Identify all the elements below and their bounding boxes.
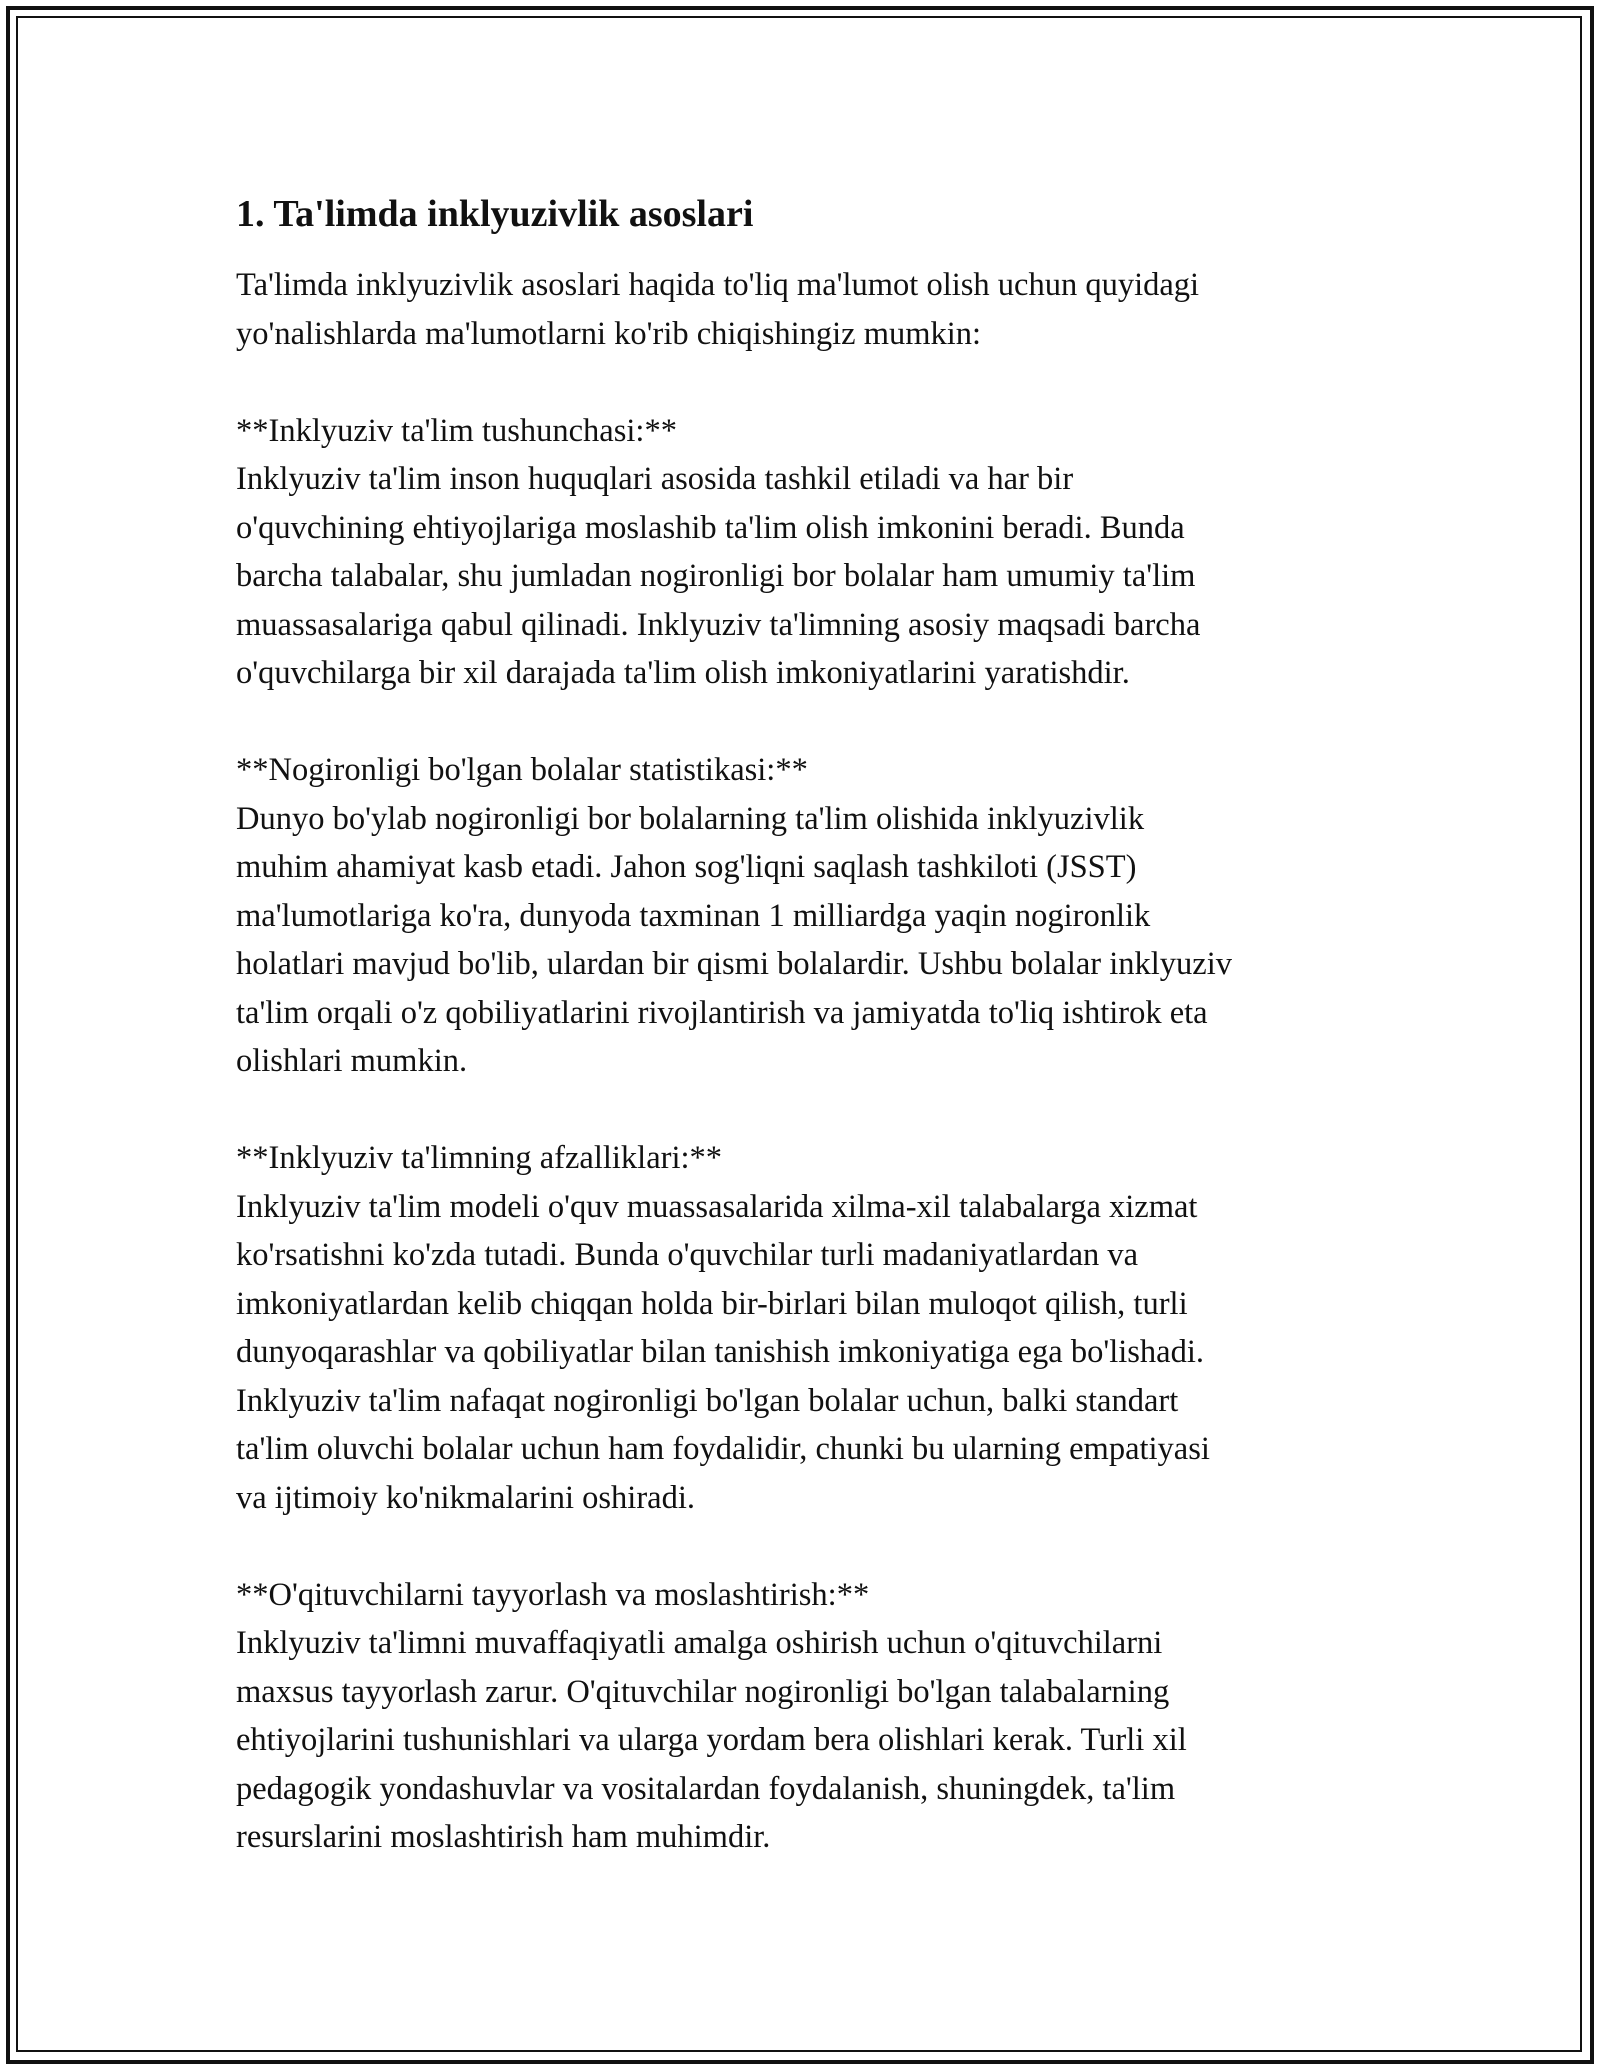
text-line: ta'lim oluvchi bolalar uchun ham foydalidir, chunki bu ularning empatiyasi bbox=[236, 1431, 1210, 1467]
text-line: o'quvchilarga bir xil darajada ta'lim olish imkoniyatlarini yaratishdir. bbox=[236, 655, 1130, 691]
text-line: Inklyuziv ta'lim nafaqat nogironligi bo'lgan bolalar uchun, balki standart bbox=[236, 1382, 1179, 1419]
section-heading: **O'qituvchilarni tayyorlash va moslashtirish:** bbox=[236, 1576, 870, 1613]
section-heading: **Inklyuziv ta'lim tushunchasi:** bbox=[236, 412, 677, 449]
section-advantages bbox=[236, 1134, 1376, 1522]
text-line: Inklyuziv ta'lim inson huquqlari asosida tashkil etiladi va har bir bbox=[236, 461, 1074, 497]
section-heading: **Inklyuziv ta'limning afzalliklari:** bbox=[236, 1140, 723, 1176]
text-line: maxsus tayyorlash zarur. O'qituvchilar nogironligi bo'lgan talabalarning bbox=[236, 1673, 1170, 1710]
text-line: Inklyuziv ta'limni muvaffaqiyatli amalga oshirish uchun o'qituvchilarni bbox=[236, 1625, 1163, 1661]
text-line: Ta'limda inklyuzivlik asoslari haqida to'liq ma'lumot olish uchun quyidagi bbox=[236, 267, 1200, 303]
text-line: holatlari mavjud bo'lib, ulardan bir qismi bolalardir. Ushbu bolalar inklyuziv bbox=[236, 946, 1233, 982]
section-heading: **Nogironligi bo'lgan bolalar statistikasi:** bbox=[236, 752, 808, 788]
text-line: ma'lumotlariga ko'ra, dunyoda taxminan 1 milliardga yaqin nogironlik bbox=[236, 897, 1151, 934]
text-line: ehtiyojlarini tushunishlari va ularga yordam bera olishlari kerak. Turli xil bbox=[236, 1722, 1187, 1758]
text-line: yo'nalishlarda ma'lumotlarni ko'rib chiqishingiz mumkin: bbox=[236, 315, 982, 352]
text-line: pedagogik yondashuvlar va vositalardan foydalanish, shuningdek, ta'lim bbox=[236, 1770, 1176, 1807]
text-line: ta'lim orqali o'z qobiliyatlarini rivojlantirish va jamiyatda to'liq ishtirok eta bbox=[236, 994, 1208, 1031]
text-line: Inklyuziv ta'lim modeli o'quv muassasalarida xilma-xil talabalarga xizmat bbox=[236, 1188, 1198, 1225]
document-title: 1. Ta'limda inklyuzivlik asoslari bbox=[236, 193, 754, 235]
section-concept bbox=[236, 407, 1376, 698]
text-line: ko'rsatishni ko'zda tutadi. Bunda o'quvchilar turli madaniyatlardan va bbox=[236, 1237, 1139, 1273]
document-body bbox=[236, 185, 1376, 1910]
text-line: barcha talabalar, shu jumladan nogironligi bor bolalar ham umumiy ta'lim bbox=[236, 558, 1196, 594]
text-line: va ijtimoiy ko'nikmalarini oshiradi. bbox=[236, 1479, 695, 1516]
section-teacher-training bbox=[236, 1571, 1376, 1862]
text-line: imkoniyatlardan kelib chiqqan holda bir-birlari bilan muloqot qilish, turli bbox=[236, 1285, 1188, 1322]
text-line: resurslarini moslashtirish ham muhimdir. bbox=[236, 1819, 771, 1855]
text-line: o'quvchining ehtiyojlariga moslashib ta'lim olish imkonini beradi. Bunda bbox=[236, 509, 1185, 546]
text-line: dunyoqarashlar va qobiliyatlar bilan tanishish imkoniyatiga ega bo'lishadi. bbox=[236, 1334, 1205, 1370]
text-line: muassasalariga qabul qilinadi. Inklyuziv ta'limning asosiy maqsadi barcha bbox=[236, 606, 1201, 643]
text-line: muhim ahamiyat kasb etadi. Jahon sog'liqni saqlash tashkiloti (JSST) bbox=[236, 849, 1137, 885]
text-line: Dunyo bo'ylab nogironligi bor bolalarning ta'lim olishida inklyuzivlik bbox=[236, 800, 1145, 837]
text-line: olishlari mumkin. bbox=[236, 1043, 468, 1079]
section-statistics bbox=[236, 746, 1376, 1086]
intro-paragraph bbox=[236, 261, 1376, 358]
